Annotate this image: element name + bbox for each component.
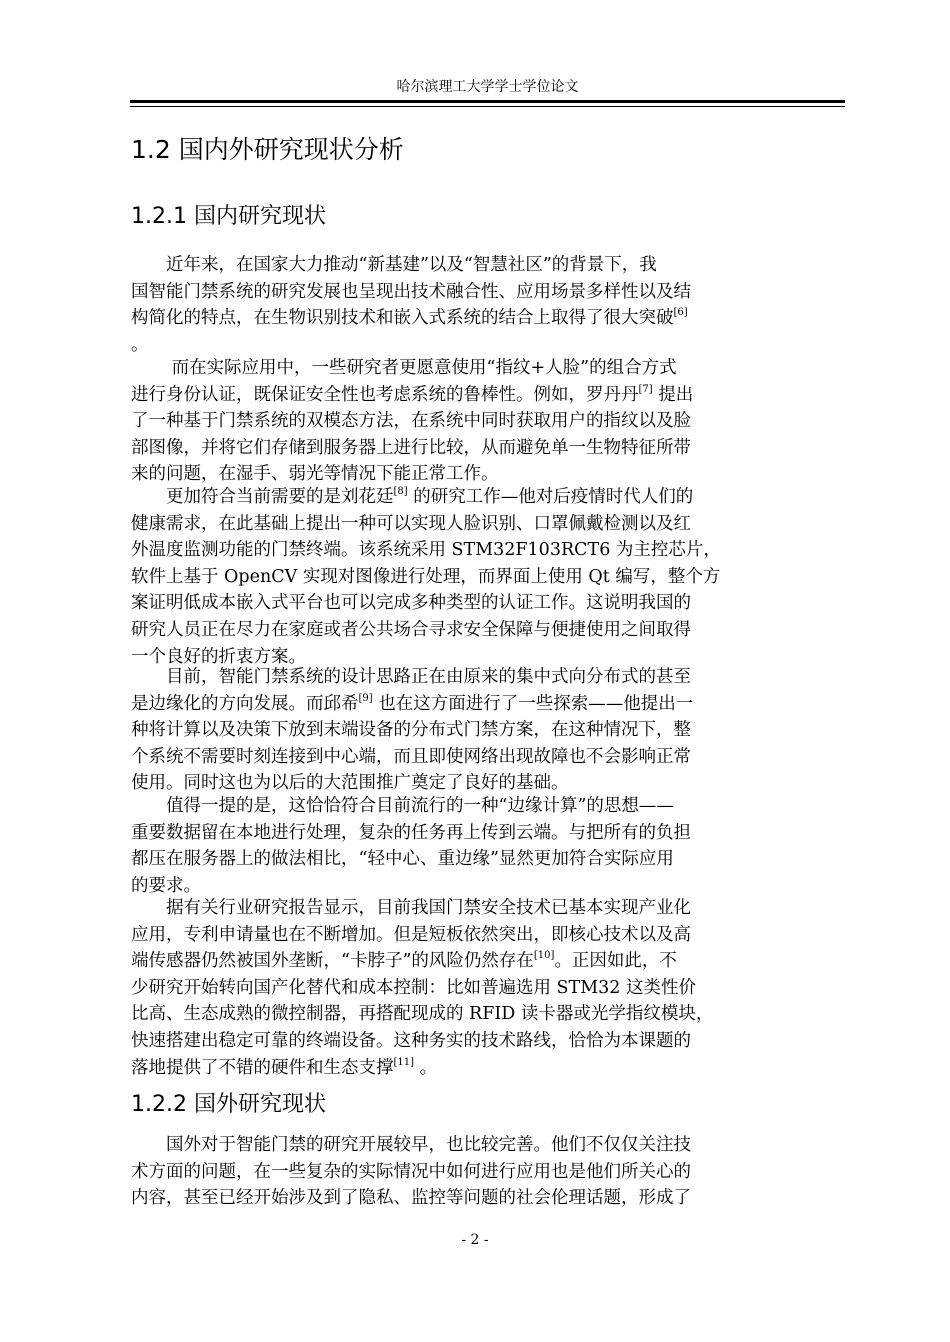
paragraph-4 bbox=[131, 664, 846, 797]
running-header: 哈尔滨理工大学学士学位论文 bbox=[396, 79, 579, 95]
text-line: 的要求。 bbox=[131, 875, 201, 896]
text-span: 是边缘化的方向发展。而邱希 bbox=[131, 693, 359, 714]
paragraph-6 bbox=[131, 895, 846, 1081]
text-line: 重要数据留在本地进行处理，复杂的任务再上传到云端。与把所有的负担 bbox=[131, 822, 691, 843]
paragraph-1 bbox=[131, 252, 846, 358]
text-line: 据有关行业研究报告显示，目前我国门禁安全技术已基本实现产业化 bbox=[131, 898, 691, 918]
text-span: 落地提供了不错的硬件和生态支撑 bbox=[131, 1057, 394, 1078]
text-span: 也在这方面进行了一些探索——他提出一 bbox=[372, 693, 694, 714]
subsection-heading-foreign: 1.2.2 国外研究现状 bbox=[131, 1092, 326, 1117]
text-line: 使用。同时这也为以后的大范围推广奠定了良好的基础。 bbox=[131, 773, 569, 794]
page-number: - 2 - bbox=[461, 1232, 489, 1248]
citation: [6] bbox=[673, 307, 688, 319]
text-span: 端传感器仍然被国外垄断，“卡脖子”的风险仍然存在 bbox=[131, 951, 534, 972]
subsection-heading-domestic: 1.2.1 国内研究现状 bbox=[131, 204, 326, 229]
text-line: 应用，专利申请量也在不断增加。但是短板依然突出，即核心技术以及高 bbox=[131, 924, 691, 945]
citation: [8] bbox=[393, 486, 408, 498]
text-line: 国外对于智能门禁的研究开展较早，也比较完善。他们不仅仅关注技 bbox=[131, 1135, 691, 1155]
text-span: 进行身份认证，既保证安全性也考虑系统的鲁棒性。例如，罗丹丹 bbox=[131, 384, 639, 405]
text-span: 更加符合当前需要的是刘花廷 bbox=[131, 487, 394, 507]
paragraph-5 bbox=[131, 793, 846, 899]
text-line: 值得一提的是，这恰恰符合目前流行的一种“边缘计算”的思想—— bbox=[131, 796, 674, 816]
text-line: 比高、生态成熟的微控制器，再搭配现成的 RFID 读卡器或光学指纹模块， bbox=[131, 1004, 714, 1025]
text-line: 内容，甚至已经开始涉及到了隐私、监控等问题的社会伦理话题，形成了 bbox=[131, 1188, 691, 1209]
text-line: 快速搭建出稳定可靠的终端设备。这种务实的技术路线，恰恰为本课题的 bbox=[131, 1030, 691, 1051]
header-rule-thick bbox=[130, 100, 845, 103]
text-line: 少研究开始转向国产化替代和成本控制：比如普遍选用 STM32 这类性价 bbox=[131, 977, 696, 998]
text-span: 。正因如此，不 bbox=[554, 951, 677, 972]
text-line: 。 bbox=[131, 334, 149, 355]
text-line: 研究人员正在尽力在家庭或者公共场合寻求安全保障与便捷使用之间取得 bbox=[131, 619, 691, 640]
text-span: 的研究工作—他对后疫情时代人们的 bbox=[407, 487, 694, 507]
text-line: 案证明低成本嵌入式平台也可以完成多种类型的认证工作。这说明我国的 bbox=[131, 593, 691, 614]
citation: [11] bbox=[393, 1056, 415, 1068]
text-line bbox=[131, 382, 846, 409]
text-line: 国智能门禁系统的研究发展也呈现出技术融合性、应用场景多样性以及结 bbox=[131, 281, 691, 302]
text-line: 部图像，并将它们存储到服务器上进行比较，从而避免单一生物特征所带 bbox=[131, 437, 691, 458]
text-line: 种将计算以及决策下放到末端设备的分布式门禁方案，在这种情况下，整 bbox=[131, 720, 691, 741]
text-line: 目前，智能门禁系统的设计思路正在由原来的集中式向分布式的甚至 bbox=[131, 667, 691, 687]
text-line: 来的问题，在湿手、弱光等情况下能正常工作。 bbox=[131, 464, 499, 485]
text-span: 。 bbox=[414, 1057, 438, 1078]
text-line bbox=[131, 305, 846, 332]
text-line: 术方面的问题，在一些复杂的实际情况中如何进行应用也是他们所关心的 bbox=[131, 1161, 691, 1182]
citation: [7] bbox=[638, 383, 653, 395]
paragraph-3 bbox=[131, 484, 846, 670]
paragraph-7 bbox=[131, 1132, 846, 1212]
text-line: 都压在服务器上的做法相比，“轻中心、重边缘”显然更加符合实际应用 bbox=[131, 849, 674, 870]
text-span: 构简化的特点，在生物识别技术和嵌入式系统的结合上取得了很大突破 bbox=[131, 308, 674, 329]
header-rule-thin bbox=[130, 106, 845, 107]
text-line bbox=[131, 948, 846, 975]
text-span: 提出 bbox=[652, 384, 694, 405]
paragraph-2 bbox=[131, 355, 846, 488]
text-line bbox=[131, 691, 846, 718]
text-line: 外温度监测功能的门禁终端。该系统采用 STM32F103RCT6 为主控芯片， bbox=[131, 540, 721, 561]
text-line: 软件上基于 OpenCV 实现对图像进行处理，而界面上使用 Qt 编写，整个方 bbox=[131, 566, 721, 587]
citation: [9] bbox=[358, 692, 373, 704]
citation: [10] bbox=[533, 950, 555, 962]
text-line: 近年来，在国家大力推动“新基建”以及“智慧社区”的背景下，我 bbox=[131, 255, 657, 275]
text-line: 了一种基于门禁系统的双模态方法，在系统中同时获取用户的指纹以及脸 bbox=[131, 411, 691, 432]
text-line: 而在实际应用中，一些研究者更愿意使用“指纹+人脸”的组合方式 bbox=[131, 358, 677, 378]
text-line: 健康需求，在此基础上提出一种可以实现人脸识别、口罩佩戴检测以及红 bbox=[131, 513, 691, 534]
text-line: 个系统不需要时刻连接到中心端，而且即使网络出现故障也不会影响正常 bbox=[131, 746, 691, 767]
text-line: 一个良好的折衷方案。 bbox=[131, 646, 306, 667]
section-heading: 1.2 国内外研究现状分析 bbox=[131, 135, 404, 164]
text-line bbox=[131, 1055, 846, 1082]
text-line bbox=[131, 484, 846, 511]
